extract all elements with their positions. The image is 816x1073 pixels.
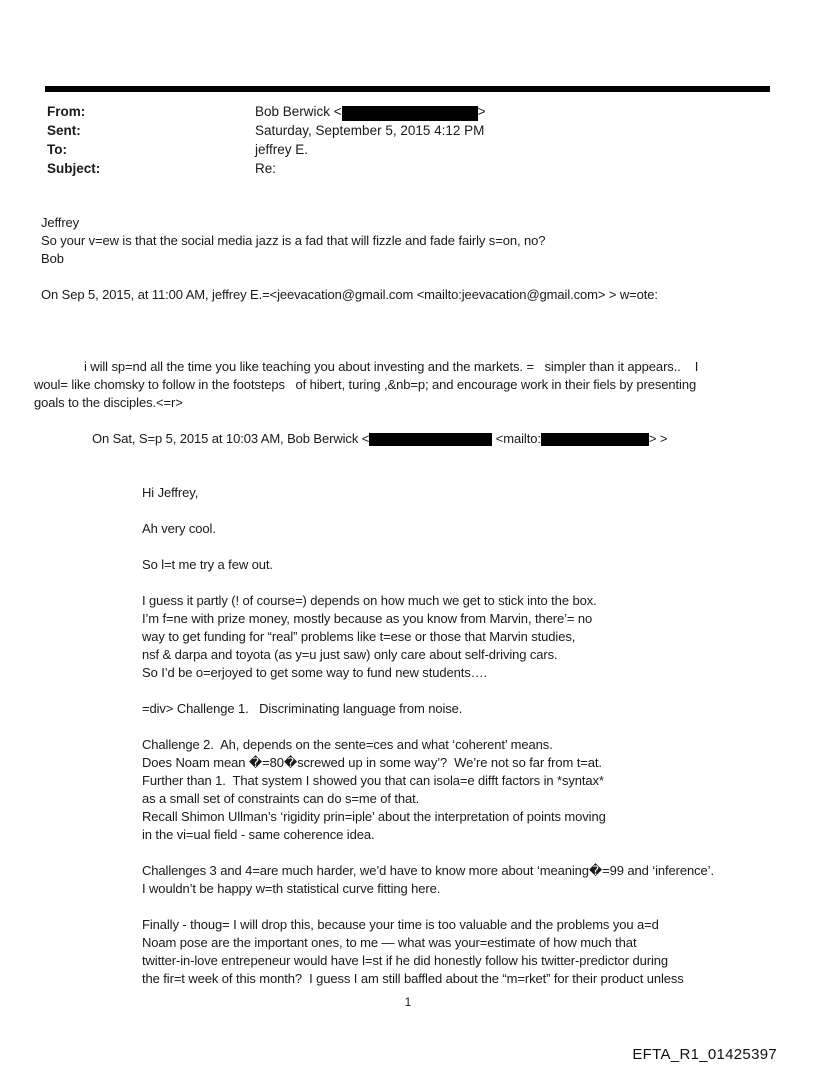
body-line xyxy=(0,574,816,592)
body-line xyxy=(0,412,816,430)
body-line xyxy=(0,502,816,520)
body-line-text: > > xyxy=(648,431,668,446)
body-line xyxy=(0,718,816,736)
body-line: in the vi=ual field - same coherence idea. xyxy=(142,827,375,842)
header-value-text: Re: xyxy=(255,161,277,176)
body-line: Ah very cool. xyxy=(142,521,216,536)
body-line: Challenge 2. Ah, depends on the sente=ces and what ‘coherent’ means. xyxy=(142,737,553,752)
header-field-label: Sent: xyxy=(47,123,81,138)
body-line xyxy=(0,682,816,700)
body-line xyxy=(0,466,816,484)
header-field-label: To: xyxy=(47,142,67,157)
body-line xyxy=(0,898,816,916)
body-line: nsf & darpa and toyota (as y=u just saw) only care about self-driving cars. xyxy=(142,647,558,662)
header-field-value xyxy=(255,102,486,121)
body-line: Finally - thoug= I will drop this, because your time is too valuable and the problems you a=d xyxy=(142,917,659,932)
body-line-text: <mailto: xyxy=(492,431,541,446)
redaction-bar xyxy=(342,106,478,121)
bates-number: EFTA_R1_01425397 xyxy=(632,1046,777,1063)
header-value-text: Saturday, September 5, 2015 4:12 PM xyxy=(255,123,485,138)
body-line: i will sp=nd all the time you like teaching you about investing and the markets. = simpler than it appears.. I xyxy=(84,359,699,374)
email-header xyxy=(47,102,486,178)
body-line: Bob xyxy=(41,251,64,266)
body-line: So your v=ew is that the social media jazz is a fad that will fizzle and fade fairly s=on, no? xyxy=(41,233,546,248)
body-line xyxy=(0,430,816,448)
header-field-label: Subject: xyxy=(47,161,101,176)
body-line: way to get funding for “real” problems like t=ese or those that Marvin studies, xyxy=(142,629,576,644)
header-field-value xyxy=(255,121,484,140)
body-line: Recall Shimon Ullman’s ‘rigidity prin=iple’ about the interpretation of points moving xyxy=(142,809,606,824)
header-row xyxy=(47,102,486,121)
body-line-text: On Sat, S=p 5, 2015 at 10:03 AM, Bob Berwick < xyxy=(92,431,370,446)
body-line: I wouldn’t be happy w=th statistical curve fitting here. xyxy=(142,881,441,896)
body-line: Further than 1. That system I showed you that can isola=e difft factors in *syntax* xyxy=(142,773,604,788)
body-line xyxy=(0,844,816,862)
redaction-bar xyxy=(369,433,492,446)
body-line: I guess it partly (! of course=) depends on how much we get to stick into the box. xyxy=(142,593,597,608)
body-line: Does Noam mean �=80�screwed up in some way’? We’re not so far from t=at. xyxy=(142,755,602,770)
body-line: So I’d be o=erjoyed to get some way to fund new students…. xyxy=(142,665,488,680)
body-line: I’m f=ne with prize money, mostly because as you know from Marvin, there’= no xyxy=(142,611,593,626)
body-line xyxy=(0,538,816,556)
header-value-text: jeffrey E. xyxy=(255,142,309,157)
header-row xyxy=(47,159,486,178)
header-row xyxy=(47,121,486,140)
body-line xyxy=(0,268,816,286)
header-value-text: Bob Berwick < xyxy=(255,104,342,119)
header-field-value xyxy=(255,159,276,178)
page-number: 1 xyxy=(404,995,412,1009)
body-line: Hi Jeffrey, xyxy=(142,485,199,500)
header-field-label: From: xyxy=(47,104,86,119)
email-body xyxy=(0,214,816,988)
redaction-bar xyxy=(541,433,649,446)
body-line: twitter-in-love entrepeneur would have l=st if he did honestly follow his twitter-predictor during xyxy=(142,953,668,968)
header-value-text: > xyxy=(477,104,486,119)
body-line xyxy=(0,304,816,322)
body-line: Jeffrey xyxy=(41,215,80,230)
header-divider-rule xyxy=(45,86,770,92)
body-line: On Sep 5, 2015, at 11:00 AM, jeffrey E.=<jeevacation@gmail.com <mailto:jeevacation@gmail.com> > w=ote: xyxy=(41,287,658,302)
header-row xyxy=(47,140,486,159)
body-line: So l=t me try a few out. xyxy=(142,557,273,572)
body-line: goals to the disciples.<=r> xyxy=(34,395,183,410)
body-line: =div> Challenge 1. Discriminating language from noise. xyxy=(142,701,463,716)
body-line: the fir=t week of this month? I guess I am still baffled about the “m=rket” for their product unless xyxy=(142,971,684,986)
body-line: Noam pose are the important ones, to me — what was your=estimate of how much that xyxy=(142,935,637,950)
body-line xyxy=(0,340,816,358)
body-line: as a small set of constraints can do s=me of that. xyxy=(142,791,420,806)
body-line: Challenges 3 and 4=are much harder, we’d have to know more about ‘meaning�=99 and ‘inference’. xyxy=(142,863,714,878)
header-field-value xyxy=(255,140,308,159)
body-line xyxy=(0,448,816,466)
body-line: woul= like chomsky to follow in the footsteps of hibert, turing ,&nb=p; and encourage work in their fiels by presenting xyxy=(34,377,697,392)
body-line xyxy=(0,322,816,340)
